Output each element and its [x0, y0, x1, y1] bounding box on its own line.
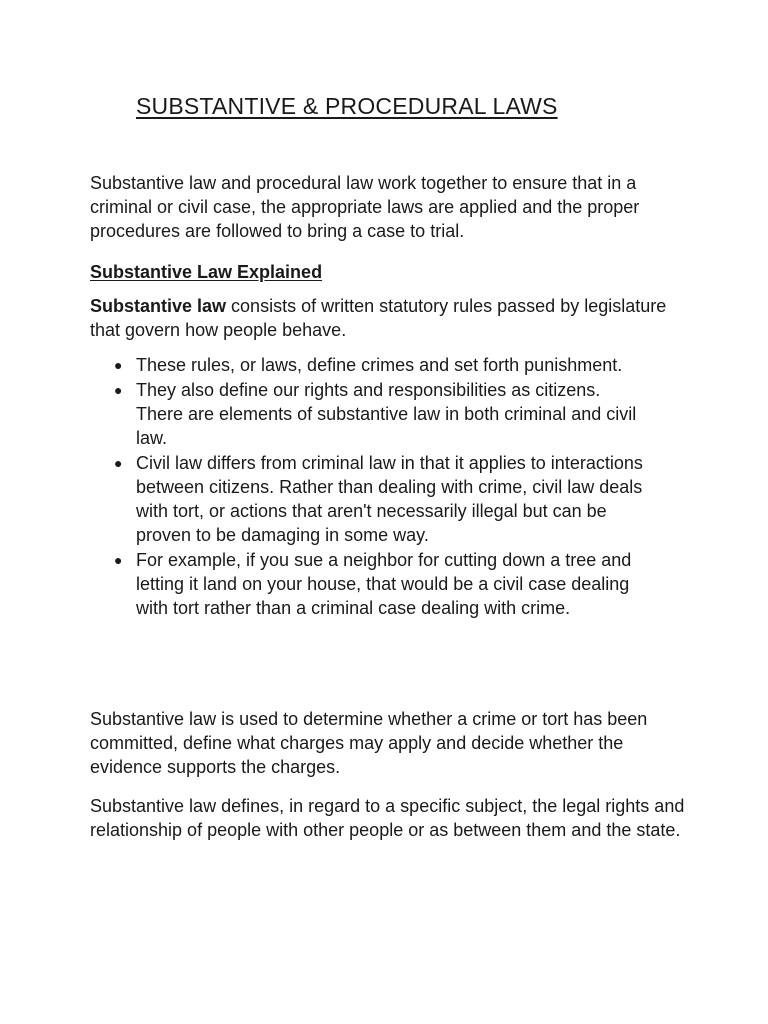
- definition-term: Substantive law: [90, 296, 227, 316]
- bullet-item: [90, 548, 650, 620]
- bullet-marker: ●: [114, 455, 123, 471]
- definition-text: consists of written statutory rules passed by legislature that govern how people behave.: [90, 296, 667, 340]
- bullet-text: Civil law differs from criminal law in that it applies to interactions between citizens. Rather than dealing with crime, civil law deals with tort, or actions that aren't necessarily illegal but can be proven to be damaging in some way.: [136, 453, 643, 545]
- bullet-text: They also define our rights and responsibilities as citizens. There are elements of substantive law in both criminal and civil law.: [136, 380, 637, 448]
- bullet-item: [90, 353, 650, 377]
- bullet-marker: ●: [114, 382, 123, 398]
- bullet-item: [90, 378, 650, 450]
- document-title: SUBSTANTIVE & PROCEDURAL LAWS: [136, 93, 558, 119]
- bullet-marker: ●: [114, 357, 123, 373]
- usage-paragraph: Substantive law is used to determine whether a crime or tort has been committed, define what charges may apply and decide whether the evidence supports the charges.: [90, 709, 648, 777]
- intro-paragraph: Substantive law and procedural law work together to ensure that in a criminal or civil case, the appropriate laws are applied and the proper procedures are followed to bring a case to trial.: [90, 173, 640, 241]
- bullet-marker: ●: [114, 552, 123, 568]
- definition-paragraph: [90, 294, 690, 342]
- bullet-text: For example, if you sue a neighbor for cutting down a tree and letting it land on your house, that would be a civil case dealing with tort rather than a criminal case dealing with crime.: [136, 550, 632, 618]
- bullet-list: [90, 353, 650, 621]
- bullet-text: These rules, or laws, define crimes and set forth punishment.: [136, 355, 623, 375]
- bullet-item: [90, 451, 650, 547]
- section-heading: Substantive Law Explained: [90, 262, 323, 282]
- definition-summary-paragraph: Substantive law defines, in regard to a specific subject, the legal rights and relationship of people with other people or as between them and the state.: [90, 796, 685, 840]
